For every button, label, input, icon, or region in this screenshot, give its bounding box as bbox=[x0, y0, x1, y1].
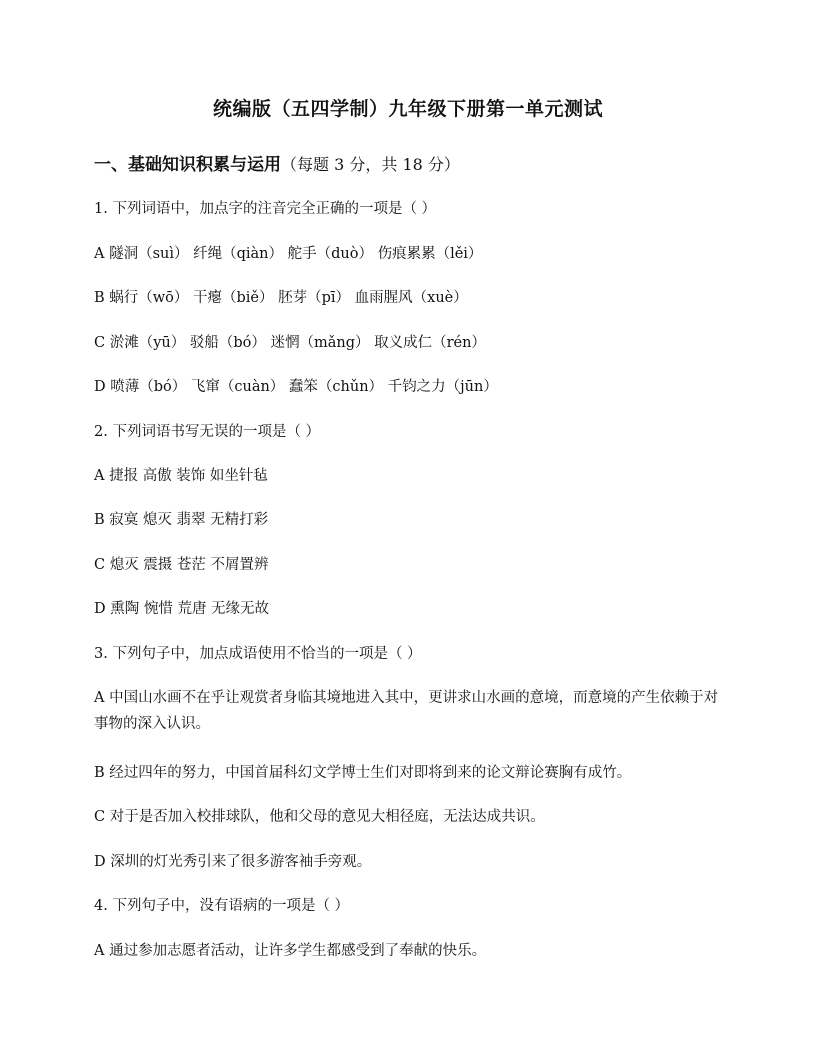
section-heading-text: 一、基础知识积累与运用 bbox=[94, 155, 281, 175]
question-1-option-c: C 淤滩（yū） 驳船（bó） 迷惘（mǎng） 取义成仁（rén） bbox=[94, 335, 486, 351]
document-title: 统编版（五四学制）九年级下册第一单元测试 bbox=[212, 98, 603, 120]
question-3-option-a: A 中国山水画不在乎让观赏者身临其境地进入其中，更讲求山水画的意境，而意境的产生依赖于对事物的深入认识。 bbox=[94, 690, 719, 732]
question-3-stem: 3. 下列句子中，加点成语使用不恰当的一项是（ ） bbox=[94, 646, 422, 662]
section-score-note: （每题 3 分，共 18 分） bbox=[281, 155, 460, 174]
question-1-stem: 1. 下列词语中，加点字的注音完全正确的一项是（ ） bbox=[94, 201, 437, 217]
question-3-option-d: D 深圳的灯光秀引来了很多游客袖手旁观。 bbox=[94, 854, 372, 870]
question-1-option-d: D 喷薄（bó） 飞窜（cuàn） 蠢笨（chǔn） 千钧之力（jūn） bbox=[94, 379, 498, 395]
question-2-option-a: A 捷报 高傲 装饰 如坐针毡 bbox=[94, 468, 268, 484]
question-2-option-d: D 熏陶 惋惜 荒唐 无缘无故 bbox=[94, 601, 270, 617]
question-4-option-a: A 通过参加志愿者活动，让许多学生都感受到了奉献的快乐。 bbox=[94, 943, 487, 959]
section-heading bbox=[94, 150, 460, 175]
question-2-option-b: B 寂寞 熄灭 翡翠 无精打彩 bbox=[94, 512, 269, 528]
question-2-option-c: C 熄灭 震摄 苍茫 不屑置辨 bbox=[94, 557, 269, 573]
question-1-option-b: B 蜗行（wō） 干瘪（biě） 胚芽（pī） 血雨腥风（xuè） bbox=[94, 290, 468, 306]
question-1-option-a: A 隧洞（suì） 纤绳（qiàn） 舵手（duò） 伤痕累累（lěi） bbox=[94, 246, 483, 262]
question-3-option-b: B 经过四年的努力，中国首届科幻文学博士生们对即将到来的论文辩论赛胸有成竹。 bbox=[94, 765, 632, 781]
question-3-option-c: C 对于是否加入校排球队，他和父母的意见大相径庭，无法达成共识。 bbox=[94, 809, 545, 825]
question-4-stem: 4. 下列句子中，没有语病的一项是（ ） bbox=[94, 898, 350, 914]
question-2-stem: 2. 下列词语书写无误的一项是（ ） bbox=[94, 424, 321, 440]
